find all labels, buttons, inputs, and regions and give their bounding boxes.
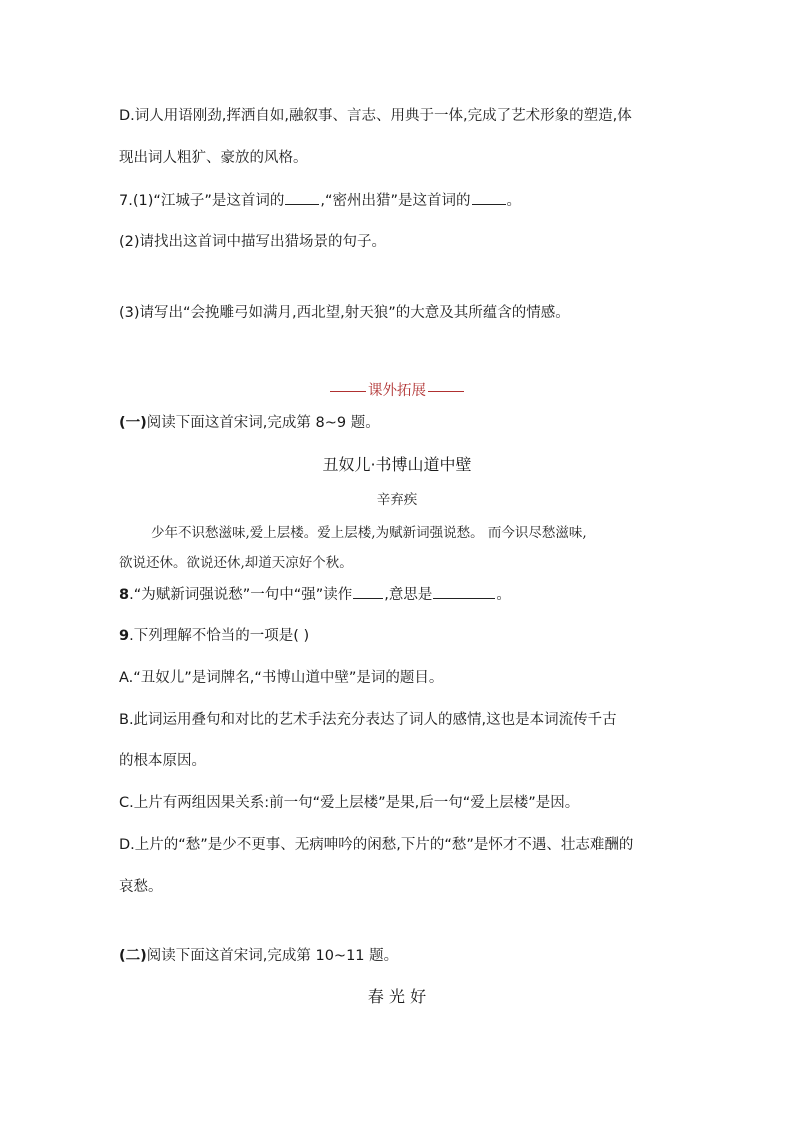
question-9-option-d-line-2: 哀愁。 <box>119 879 163 895</box>
poem-2-title: 春 光 好 <box>367 987 427 1006</box>
answer-blank[interactable] <box>472 190 506 205</box>
section-header-label: 课外拓展 <box>368 383 426 399</box>
part-1-text: 阅读下面这首宋词,完成第 8~9 题。 <box>146 415 380 431</box>
question-9-text: .下列理解不恰当的一项是( ) <box>129 628 310 644</box>
part-2-marker: (二) <box>119 948 147 964</box>
question-8-number: 8 <box>119 587 130 603</box>
question-9-option-c: C.上片有两组因果关系:前一句“爱上层楼”是果,后一句“爱上层楼”是因。 <box>119 795 580 811</box>
question-7-1-text-b: ,“密州出猎”是这首词的 <box>320 193 471 209</box>
question-9-number: 9 <box>119 628 130 644</box>
question-9 <box>119 626 309 646</box>
answer-blank[interactable] <box>353 584 383 599</box>
section-header <box>0 379 794 400</box>
poem-1-author: 辛弃疾 <box>376 492 418 508</box>
poem-1-line-2: 欲说还休。欲说还休,却道天凉好个秋。 <box>119 555 353 571</box>
question-8 <box>119 584 511 605</box>
question-7-1-text-a: 7.(1)“江城子”是这首词的 <box>119 193 285 209</box>
part-2-text: 阅读下面这首宋词,完成第 10~11 题。 <box>146 948 399 964</box>
question-8-text-b: ,意思是 <box>384 587 433 603</box>
question-8-text-a: .“为赋新词强说愁”一句中“强”读作 <box>129 587 353 603</box>
question-7-1 <box>119 190 521 211</box>
poem-1-line-1: 少年不识愁滋味,爱上层楼。爱上层楼,为赋新词强说愁。 而今识尽愁滋味, <box>151 525 587 541</box>
question-9-option-a: A.“丑奴儿”是词牌名,“书博山道中壁”是词的题目。 <box>119 670 444 686</box>
question-7-2: (2)请找出这首词中描写出猎场景的句子。 <box>119 234 387 250</box>
option-d-line-2: 现出词人粗犷、豪放的风格。 <box>119 150 308 166</box>
part-2-instruction <box>119 946 398 966</box>
question-9-option-d-line-1: D.上片的“愁”是少不更事、无病呻吟的闲愁,下片的“愁”是怀才不遇、壮志难酬的 <box>119 837 634 853</box>
question-7-3: (3)请写出“会挽雕弓如满月,西北望,射天狼”的大意及其所蕴含的情感。 <box>119 305 570 321</box>
part-1-marker: (一) <box>119 415 147 431</box>
header-rule-left <box>330 391 366 392</box>
question-9-option-b-line-2: 的根本原因。 <box>119 753 206 769</box>
question-7-1-text-c: 。 <box>506 193 522 209</box>
question-9-option-b-line-1: B.此词运用叠句和对比的艺术手法充分表达了词人的感情,这也是本词流传千古 <box>119 712 617 728</box>
option-d-line-1: D.词人用语刚劲,挥洒自如,融叙事、言志、用典于一体,完成了艺术形象的塑造,体 <box>119 108 632 124</box>
part-1-instruction <box>119 413 380 433</box>
question-8-text-c: 。 <box>496 587 511 603</box>
header-rule-right <box>428 391 464 392</box>
answer-blank[interactable] <box>285 190 319 205</box>
answer-blank[interactable] <box>433 584 495 599</box>
poem-1-title: 丑奴儿·书博山道中壁 <box>322 455 472 474</box>
